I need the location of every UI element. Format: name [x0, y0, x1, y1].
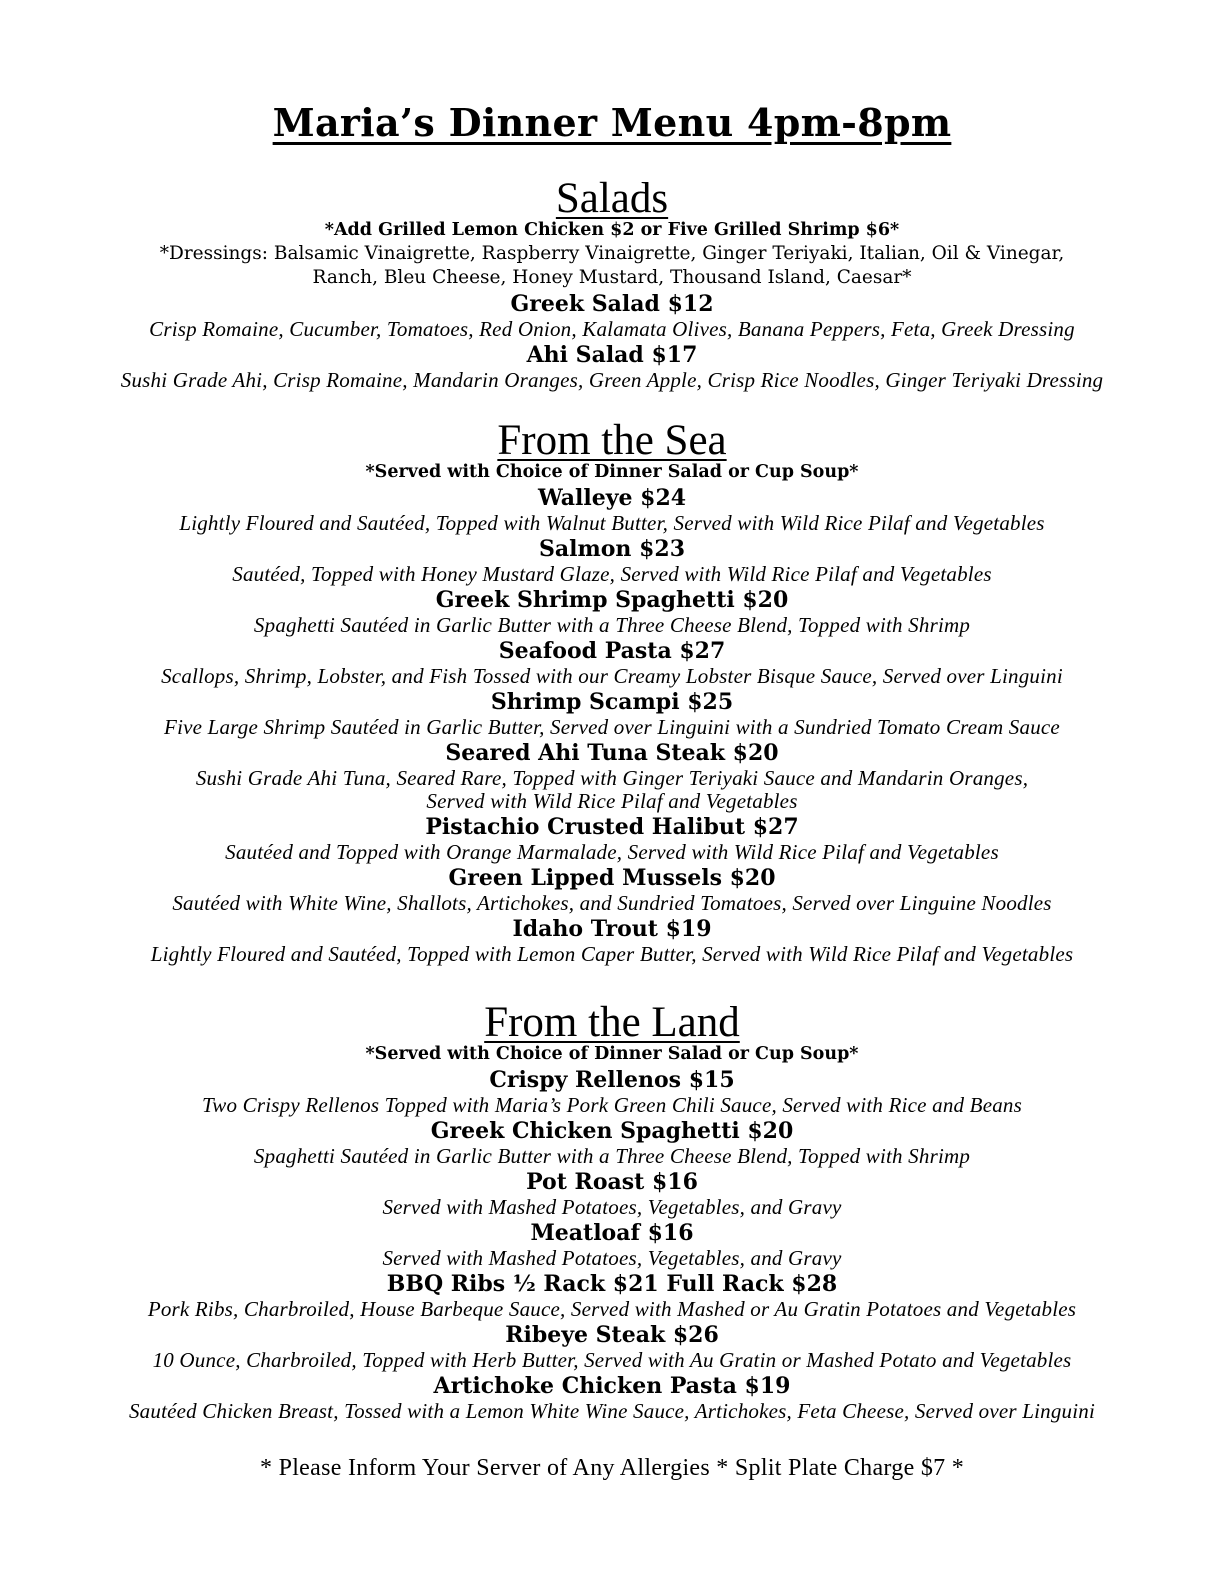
- salads-section: [0, 176, 1224, 392]
- sea-heading: From the Sea: [497, 417, 727, 464]
- land-note: *Served with Choice of Dinner Salad or Cup Soup*: [365, 1044, 859, 1064]
- item-name: Seared Ahi Tuna Steak $20: [445, 740, 779, 766]
- item-description: Served with Mashed Potatoes, Vegetables, and Gravy: [382, 1195, 842, 1219]
- footer-note: * Please Inform Your Server of Any Allergies * Split Plate Charge $7 *: [259, 1455, 965, 1481]
- dressings-line-1: *Dressings: Balsamic Vinaigrette, Raspberry Vinaigrette, Ginger Teriyaki, Italian, Oil & Vinegar,: [159, 243, 1065, 264]
- item-name: Ahi Salad $17: [526, 342, 698, 368]
- menu-item: [0, 535, 1224, 586]
- item-name: Idaho Trout $19: [512, 916, 712, 942]
- item-name: Greek Shrimp Spaghetti $20: [435, 587, 789, 613]
- item-description: Scallops, Shrimp, Lobster, and Fish Tossed with our Creamy Lobster Bisque Sauce, Served over Linguini: [161, 664, 1063, 688]
- page-title: Maria’s Dinner Menu 4pm-8pm: [272, 100, 952, 145]
- menu-item: [0, 1270, 1224, 1321]
- item-name: BBQ Ribs ½ Rack $21 Full Rack $28: [386, 1271, 838, 1297]
- item-name: Shrimp Scampi $25: [490, 689, 734, 715]
- item-name: Walleye $24: [537, 485, 687, 511]
- item-description: Served with Wild Rice Pilaf and Vegetables: [426, 789, 798, 813]
- item-description: 10 Ounce, Charbroiled, Topped with Herb Butter, Served with Au Gratin or Mashed Potato and Vegetables: [152, 1348, 1072, 1372]
- land-heading: From the Land: [484, 999, 740, 1046]
- dressings-line-2: Ranch, Bleu Cheese, Honey Mustard, Thousand Island, Caesar*: [312, 267, 912, 288]
- menu-item: [0, 484, 1224, 535]
- menu-item: [0, 813, 1224, 864]
- item-name: Meatloaf $16: [530, 1220, 694, 1246]
- menu-item: [0, 1372, 1224, 1423]
- item-description: Spaghetti Sautéed in Garlic Butter with a Three Cheese Blend, Topped with Shrimp: [253, 1144, 971, 1168]
- item-description: Sautéed, Topped with Honey Mustard Glaze, Served with Wild Rice Pilaf and Vegetables: [232, 562, 992, 586]
- item-name: Green Lipped Mussels $20: [448, 865, 776, 891]
- menu-item: [0, 915, 1224, 966]
- menu-item: [0, 688, 1224, 739]
- sea-section: [0, 418, 1224, 966]
- item-name: Artichoke Chicken Pasta $19: [433, 1373, 791, 1399]
- item-description: Sautéed with White Wine, Shallots, Artichokes, and Sundried Tomatoes, Served over Linguine Noodles: [172, 891, 1052, 915]
- item-name: Greek Salad $12: [510, 291, 714, 317]
- menu-item: [0, 1066, 1224, 1117]
- item-description: Served with Mashed Potatoes, Vegetables, and Gravy: [382, 1246, 842, 1270]
- menu-item: [0, 1168, 1224, 1219]
- menu-item: [0, 637, 1224, 688]
- menu-item: [0, 1117, 1224, 1168]
- item-description: Spaghetti Sautéed in Garlic Butter with a Three Cheese Blend, Topped with Shrimp: [253, 613, 971, 637]
- item-name: Pot Roast $16: [526, 1169, 698, 1195]
- salads-note: *Add Grilled Lemon Chicken $2 or Five Grilled Shrimp $6*: [324, 220, 900, 240]
- salads-heading: Salads: [555, 175, 669, 222]
- item-description: Lightly Floured and Sautéed, Topped with Walnut Butter, Served with Wild Rice Pilaf and Vegetables: [179, 511, 1045, 535]
- item-description: Five Large Shrimp Sautéed in Garlic Butter, Served over Linguini with a Sundried Tomato Cream Sauce: [164, 715, 1060, 739]
- item-name: Seafood Pasta $27: [498, 638, 726, 664]
- item-description: Sushi Grade Ahi, Crisp Romaine, Mandarin Oranges, Green Apple, Crisp Rice Noodles, Ginger Teriyaki Dressing: [120, 368, 1104, 392]
- menu-item: [0, 1321, 1224, 1372]
- item-description: Crisp Romaine, Cucumber, Tomatoes, Red Onion, Kalamata Olives, Banana Peppers, Feta, Greek Dressing: [149, 317, 1075, 341]
- land-section: [0, 1000, 1224, 1423]
- menu-item: [0, 1219, 1224, 1270]
- item-description: Lightly Floured and Sautéed, Topped with Lemon Caper Butter, Served with Wild Rice Pilaf and Vegetables: [150, 942, 1074, 966]
- item-name: Greek Chicken Spaghetti $20: [430, 1118, 794, 1144]
- item-description: Sushi Grade Ahi Tuna, Seared Rare, Topped with Ginger Teriyaki Sauce and Mandarin Oranges,: [195, 766, 1029, 790]
- item-name: Crispy Rellenos $15: [489, 1067, 735, 1093]
- item-name: Salmon $23: [538, 536, 686, 562]
- menu-item: [0, 341, 1224, 392]
- item-description: Pork Ribs, Charbroiled, House Barbeque Sauce, Served with Mashed or Au Gratin Potatoes and Vegetables: [147, 1297, 1077, 1321]
- item-description: Sautéed and Topped with Orange Marmalade, Served with Wild Rice Pilaf and Vegetables: [225, 840, 999, 864]
- item-name: Pistachio Crusted Halibut $27: [425, 814, 799, 840]
- item-description: Sautéed Chicken Breast, Tossed with a Lemon White Wine Sauce, Artichokes, Feta Cheese, Served over Linguini: [128, 1399, 1096, 1423]
- item-name: Ribeye Steak $26: [505, 1322, 719, 1348]
- item-description: Two Crispy Rellenos Topped with Maria’s Pork Green Chili Sauce, Served with Rice and Beans: [201, 1093, 1022, 1117]
- menu-item: [0, 739, 1224, 813]
- menu-item: [0, 864, 1224, 915]
- menu-item: [0, 290, 1224, 341]
- sea-note: *Served with Choice of Dinner Salad or Cup Soup*: [365, 462, 859, 482]
- menu-item: [0, 586, 1224, 637]
